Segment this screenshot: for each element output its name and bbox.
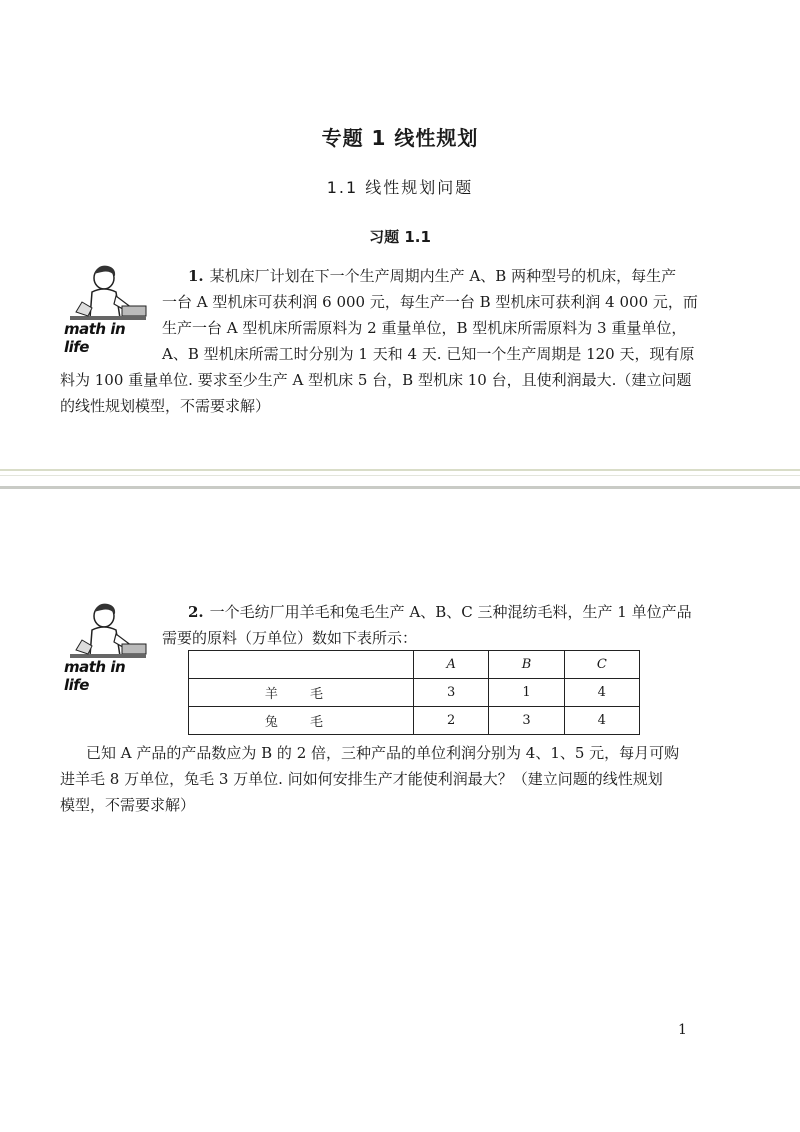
math-in-life-illustration — [62, 600, 154, 694]
illustration-caption: math in life — [64, 320, 126, 356]
table-cell: 兔 毛 — [189, 707, 414, 735]
problem-1 — [60, 263, 702, 419]
problem-2-outro — [60, 740, 702, 818]
problem-1-number: 1. — [188, 267, 204, 285]
page-divider — [0, 462, 800, 496]
table-header-cell — [189, 651, 414, 679]
table-cell: 3 — [489, 707, 564, 735]
table-header-cell: C — [564, 651, 639, 679]
problem-1-line: 某机床厂计划在下一个生产周期内生产 A、B 两种型号的机床，每生产 — [209, 267, 677, 285]
table-cell: 2 — [413, 707, 488, 735]
table-cell: 1 — [489, 679, 564, 707]
table-header-row — [189, 651, 640, 679]
problem-1-line: A、B 型机床所需工时分别为 1 天和 4 天. 已知一个生产周期是 120 天，现有原 — [162, 345, 695, 363]
table-cell: 羊 毛 — [189, 679, 414, 707]
chapter-title: 专题 1 线性规划 — [321, 126, 479, 150]
problem-2-line: 一个毛纺厂用羊毛和兔毛生产 A、B、C 三种混纺毛料，生产 1 单位产品 — [209, 603, 692, 621]
problem-2-line: 需要的原料（万单位）数如下表所示： — [162, 629, 418, 647]
problem-1-line: 的线性规划模型，不需要求解） — [60, 397, 271, 415]
page-number: 1 — [678, 1022, 687, 1038]
section-title: 1.1 线性规划问题 — [326, 178, 474, 197]
problem-2-line: 已知 A 产品的产品数应为 B 的 2 倍，三种产品的单位利润分别为 4、1、5 元，每月可购 — [86, 744, 680, 762]
exercise-title: 习题 1.1 — [369, 228, 431, 246]
table-header-cell: B — [489, 651, 564, 679]
problem-2-line: 进羊毛 8 万单位，兔毛 3 万单位. 问如何安排生产才能使利润最大？（建立问题的线性规划 — [60, 770, 663, 788]
materials-table — [188, 650, 640, 735]
problem-2-number: 2. — [188, 603, 204, 621]
table-row — [189, 679, 640, 707]
table-row — [189, 707, 640, 735]
table-cell: 4 — [564, 707, 639, 735]
table-cell: 4 — [564, 679, 639, 707]
problem-2-line: 模型，不需要求解） — [60, 796, 196, 814]
problem-1-line: 一台 A 型机床可获利润 6 000 元，每生产一台 B 型机床可获利润 4 000 元，而 — [162, 293, 698, 311]
problem-2-intro — [162, 599, 702, 651]
problem-1-line: 料为 100 重量单位. 要求至少生产 A 型机床 5 台，B 型机床 10 台，且使利润最大.（建立问题 — [60, 371, 692, 389]
illustration-caption: math in life — [64, 658, 126, 694]
problem-1-line: 生产一台 A 型机床所需原料为 2 重量单位，B 型机床所需原料为 3 重量单位， — [162, 319, 687, 337]
table-cell: 3 — [413, 679, 488, 707]
table-header-cell: A — [413, 651, 488, 679]
